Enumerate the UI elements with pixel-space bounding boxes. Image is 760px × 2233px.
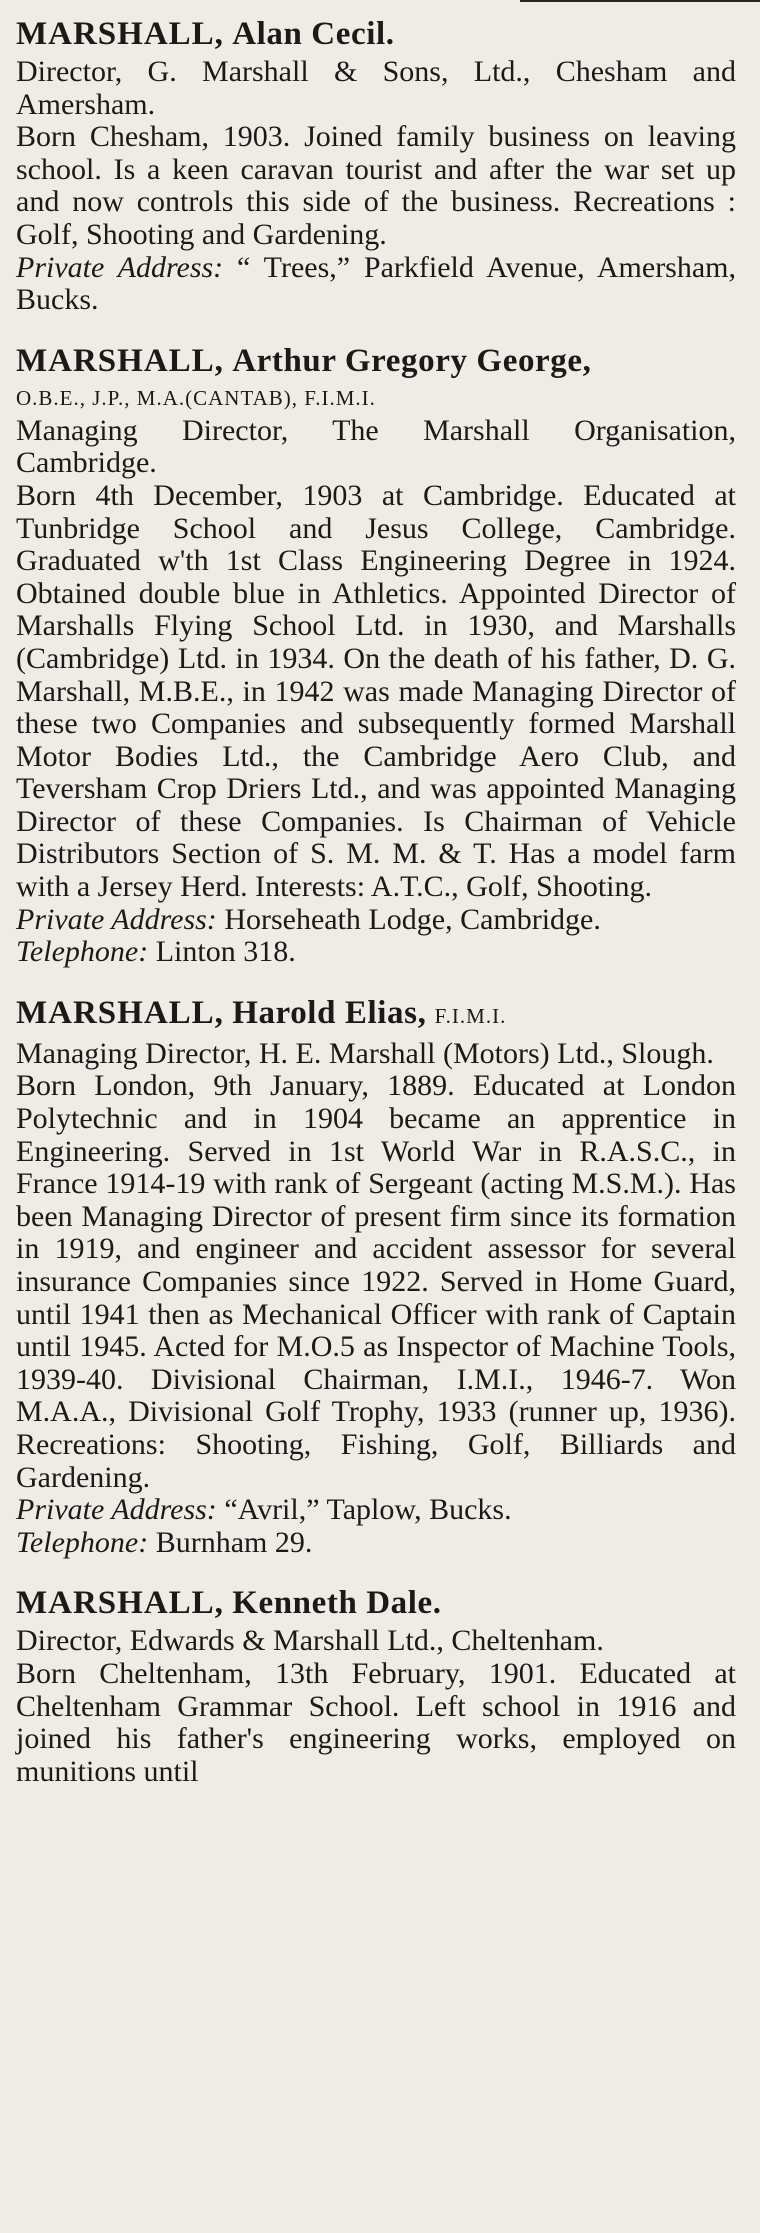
entry-qualifications: F.I.M.I. [434,1003,507,1028]
entry-position: Managing Director, H. E. Marshall (Motors) Ltd., Slough. [16,1036,714,1070]
entry-biography: Born Chesham, 1903. Joined family business on leaving school. Is a keen caravan tourist and after the war set up and now controls this side of the business. Recreations : Golf, Shooting and Gardening. [16,120,736,251]
entry-arthur-gregory-george-marshall [16,343,736,969]
address-value: “ Trees,” Parkfield Avenue, Amersham, Bucks. [16,250,737,317]
entry-biography: Born London, 9th January, 1889. Educated at London Polytechnic and in 1904 became an apprentice in Engineering. Served in 1st World War in R.A.S.C., in France 1914-19 with rank of Sergeant (acting M.S.M.). Has been Managing Director of present firm since its formation in 1919, and engineer and accident assessor for several insurance Companies since 1922. Served in Home Guard, until 1941 then as Mechanical Officer with rank of Captain until 1945. Acted for M.O.5 as Inspector of Machine Tools, 1939-40. Divisional Chairman, I.M.I., 1946-7. Won M.A.A., Divisional Golf Trophy, 1933 (runner up, 1936). Recreations: Shooting, Fishing, Golf, Billiards and Gardening. [16,1069,736,1494]
entry-alan-cecil-marshall [16,16,736,317]
entry-surname: MARSHALL, [16,994,224,1031]
entry-address-line [16,1494,736,1527]
entry-address-line [16,252,736,317]
entry-address-line [16,904,736,937]
entry-given-names: Alan Cecil. [232,16,395,52]
entry-position: Director, G. Marshall & Sons, Ltd., Chesham and Amersham. [16,55,736,121]
address-value: Horseheath Lodge, Cambridge. [224,902,601,936]
entry-heading [16,995,736,1034]
entry-telephone-line [16,1527,736,1560]
entry-surname: MARSHALL, [16,342,224,379]
address-label: Private Address: [16,250,224,284]
entry-kenneth-dale-marshall [16,1585,736,1788]
entry-given-names: Harold Elias, [232,994,427,1031]
entry-heading [16,343,736,379]
entry-biography: Born Cheltenham, 13th February, 1901. Educated at Cheltenham Grammar School. Left school in 1916 and joined his father's engineering works, employed on munitions until [16,1656,736,1788]
telephone-label: Telephone: [16,1525,149,1559]
top-rule [520,0,760,2]
entry-surname: MARSHALL, [16,16,224,52]
entry-biography: Born 4th December, 1903 at Cambridge. Educated at Tunbridge School and Jesus College, Cambridge. Graduated w'th 1st Class Engineering Degree in 1924. Obtained double blue in Athletics. Appointed Director of Marshalls Flying School Ltd. in 1930, and Marshalls (Cambridge) Ltd. in 1934. On the death of his father, D. G. Marshall, M.B.E., in 1942 was made Managing Director of these two Companies and subsequently formed Marshall Motor Bodies Ltd., the Cambridge Aero Club, and Teversham Crop Driers Ltd., and was appointed Managing Director of these Companies. Is Chairman of Vehicle Distributors Section of S. M. M. & T. Has a model farm with a Jersey Herd. Interests: A.T.C., Golf, Shooting. [16,478,736,904]
entry-heading [16,16,736,52]
entry-harold-elias-marshall [16,995,736,1560]
entry-heading [16,1585,736,1621]
entry-given-names: Kenneth Dale. [232,1585,442,1622]
telephone-value: Burnham 29. [155,1525,313,1559]
address-label: Private Address: [16,1493,217,1527]
entry-position: Director, Edwards & Marshall Ltd., Cheltenham. [16,1624,604,1658]
telephone-label: Telephone: [16,935,149,969]
entry-telephone-line [16,936,736,969]
entry-qualifications: O.B.E., J.P., M.A.(CANTAB), F.I.M.I. [16,385,376,410]
entry-surname: MARSHALL, [16,1585,224,1622]
entry-given-names: Arthur Gregory George, [232,342,592,379]
entry-position: Managing Director, The Marshall Organisation, Cambridge. [16,413,736,480]
address-label: Private Address: [16,902,217,936]
address-value: “Avril,” Taplow, Bucks. [224,1493,512,1527]
telephone-value: Linton 318. [155,935,296,969]
